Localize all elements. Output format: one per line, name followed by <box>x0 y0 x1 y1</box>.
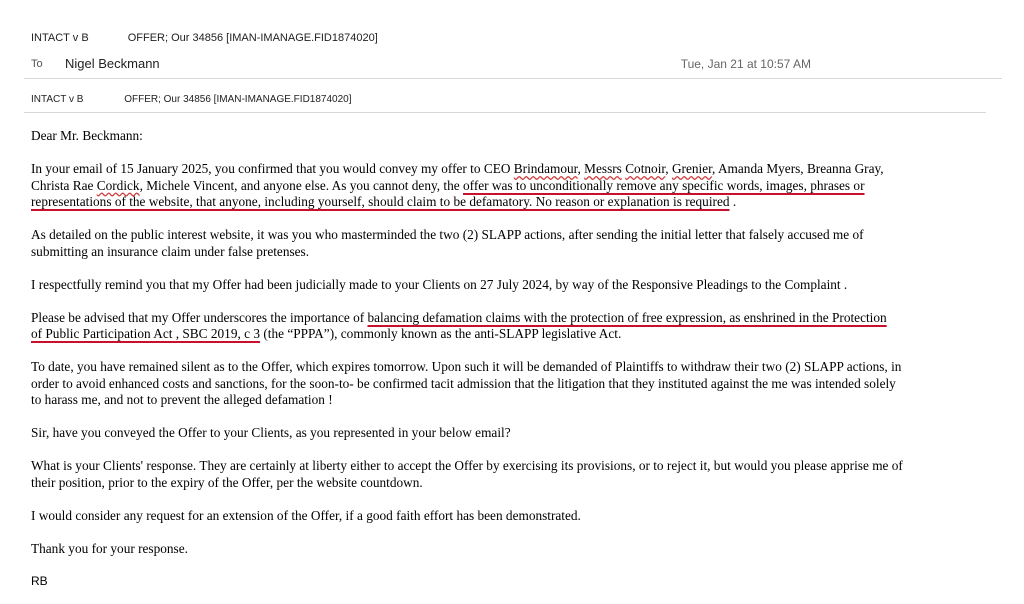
spellcheck-word: Cordick <box>96 177 140 193</box>
context-divider <box>24 112 986 113</box>
signature: RB <box>31 574 48 588</box>
paragraph-pppa: Please be advised that my Offer underscores the importance of balancing defamation claims with the protection of free expression, as enshrined in the Protection of Public Participation Act , SBC 2019, c 3 (the “PPPA”), commonly known as the anti-SLAPP legislative Act. <box>31 309 887 341</box>
email-date: Tue, Jan 21 at 10:57 AM <box>680 57 811 71</box>
paragraph-offer-expiry: To date, you have remained silent as to the Offer, which expires tomorrow. Upon such it will be demanded of Plaintiffs to withdraw their two (2) SLAPP actions, in order to avoid enhanced costs and sanctions, for the soon-to- be confirmed tacit admission that the litigation that they instituted against the me was intended solely to harass me, and not to prevent the alleged defamation ! <box>31 359 902 407</box>
paragraph-offer-conveyed: In your email of 15 January 2025, you confirmed that you would convey my offer to CEO Brindamour, Messrs Cotnoir, Grenier, Amanda Myers, Breanna Gray, Christa Rae Cordick, Michele Vincent, and anyone else. As you cannot deny, the offer was to unconditionally remove any specific words, images, phrases or representations of the website, that anyone, including yourself, should claim to be defamatory. No reason or explanation is required . <box>31 161 884 209</box>
paragraph-judicial-offer: I respectfully remind you that my Offer had been judicially made to your Clients on 27 July 2024, by way of the Responsive Pleadings to the Complaint . <box>31 276 848 292</box>
email-subject: OFFER; Our 34856 [IMAN-IMANAGE.FID1874020] <box>127 32 378 44</box>
paragraph-slapp-actions: As detailed on the public interest website, it was you who masterminded the two (2) SLAPP actions, after sending the initial letter that falsely accused me of submitting an insurance claim under false pretenses. <box>31 227 864 259</box>
greeting: Dear Mr. Beckmann: <box>31 128 143 143</box>
spellcheck-word: Brindamour <box>513 161 578 176</box>
red-underline-annotation: offer was to unconditionally remove any specific words, images, phrases or <box>463 177 865 193</box>
closing-line: Thank you for your response. <box>31 540 188 556</box>
email-header-subject-row <box>31 32 378 44</box>
email-body <box>31 128 991 590</box>
recipient-row <box>31 56 1001 78</box>
header-divider <box>24 78 1002 79</box>
paragraph-question: Sir, have you conveyed the Offer to your Clients, as you represented in your below email? <box>31 425 511 440</box>
spellcheck-word: Grenier <box>671 161 713 176</box>
sender-short: INTACT v B <box>31 32 89 44</box>
paragraph-extension: I would consider any request for an extension of the Offer, if a good faith effort has been demonstrated. <box>31 507 581 523</box>
red-underline-annotation: balancing defamation claims with the protection of free expression, as enshrined in the Protection <box>367 309 887 325</box>
quoted-context-row <box>31 94 352 105</box>
paragraph-clients-response: What is your Clients' response. They are certainly at liberty either to accept the Offer by exercising its provisions, or to reject it, but would you please apprise me of their position, prior to the expiry of the Offer, per the website countdown. <box>31 458 903 490</box>
red-underline-annotation: of Public Participation Act , SBC 2019, c 3 <box>31 326 260 341</box>
to-label: To <box>31 58 43 70</box>
context-subject: OFFER; Our 34856 [IMAN-IMANAGE.FID1874020] <box>124 94 352 105</box>
recipient-name[interactable]: Nigel Beckmann <box>65 56 160 71</box>
spellcheck-word: Messrs <box>584 161 622 176</box>
context-sender: INTACT v B <box>31 94 84 105</box>
spellcheck-word: Cotnoir <box>625 161 666 176</box>
red-underline-annotation: representations of the website, that anyone, including yourself, should claim to be defamatory. No reason or explanation is required <box>31 194 730 209</box>
